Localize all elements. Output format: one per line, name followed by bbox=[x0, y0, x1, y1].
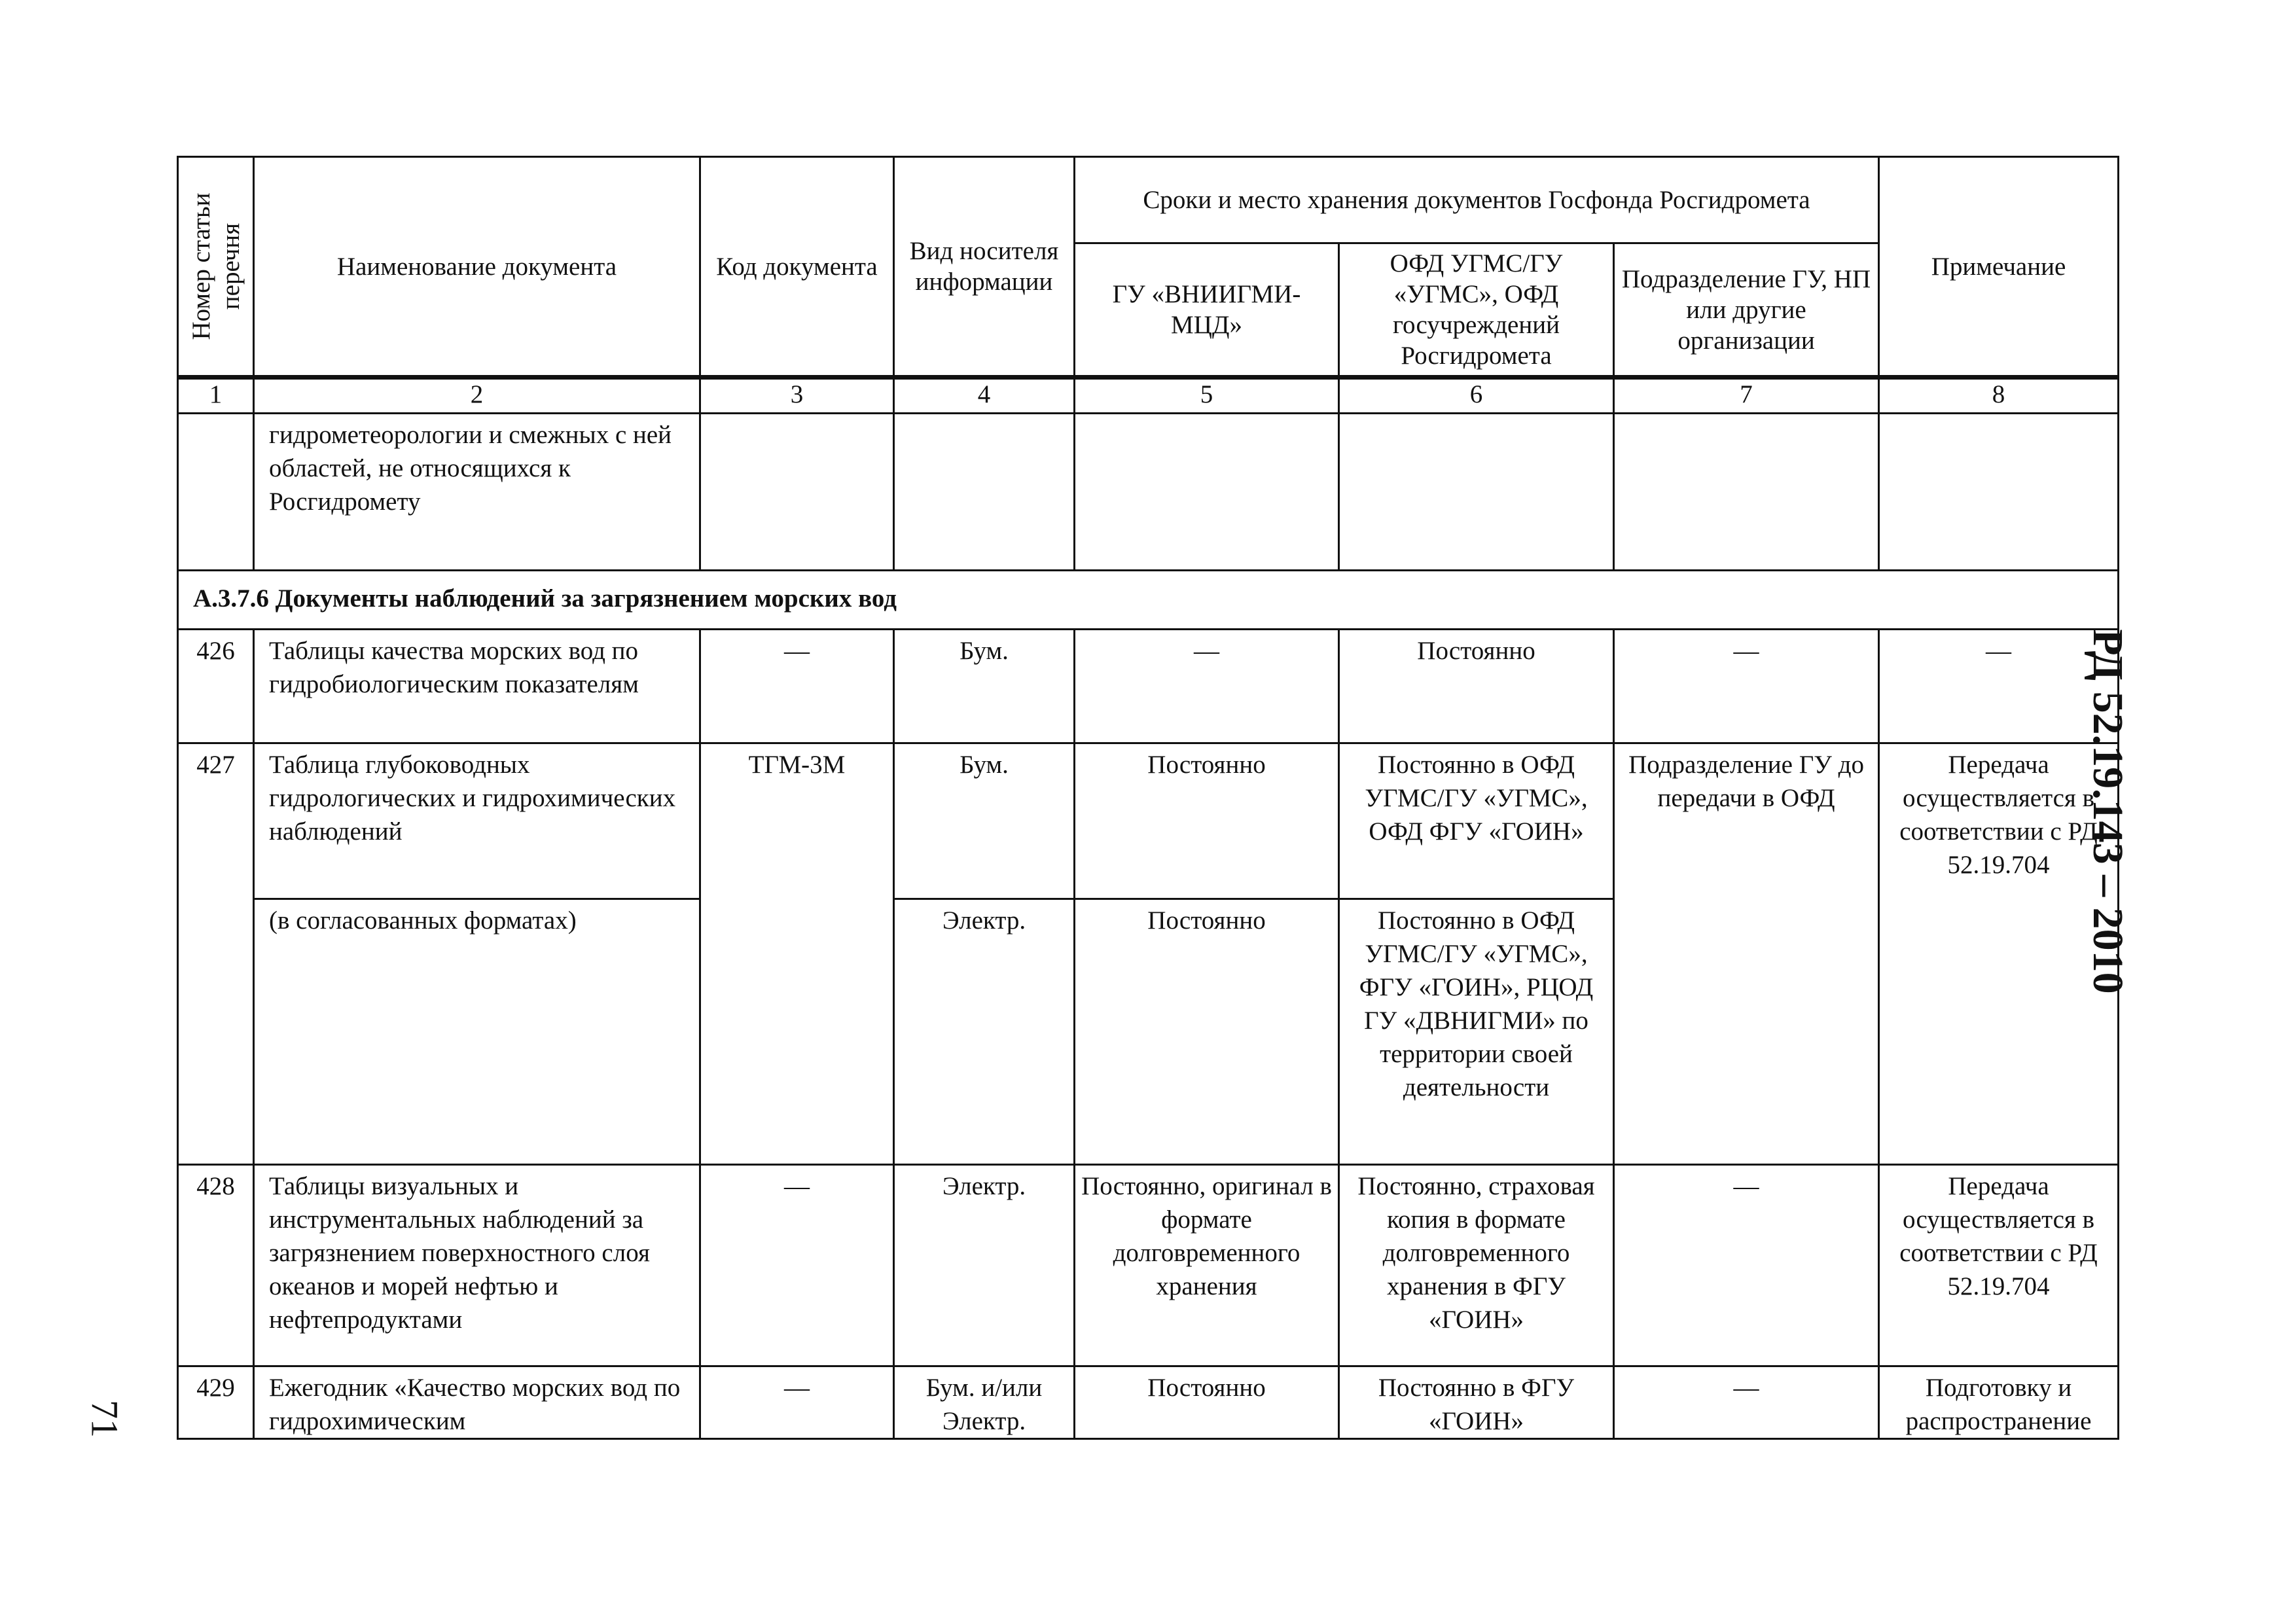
row-gu: Постоянно bbox=[1075, 899, 1339, 1165]
row-note: Подготовку и распространение bbox=[1879, 1366, 2119, 1439]
row-medium: Электр. bbox=[894, 899, 1075, 1165]
page-number: 71 bbox=[83, 1400, 126, 1438]
row-document-name: Таблица глубоководных гидрологических и гидрохимических наблюдений bbox=[254, 743, 700, 899]
row-ofd: Постоянно в ОФД УГМС/ГУ «УГМС», ОФД ФГУ «ГОИН» bbox=[1339, 743, 1614, 899]
table-row bbox=[178, 1165, 2119, 1366]
column-number: 2 bbox=[254, 378, 700, 414]
continuation-text: гидрометеорологии и смежных с ней областей, не относящихся к Росгидромету bbox=[254, 414, 700, 571]
header-article-number-text: Номер статьи перечня bbox=[187, 192, 245, 340]
row-ofd: Постоянно, страховая копия в формате долговременного хранения в ФГУ «ГОИН» bbox=[1339, 1165, 1614, 1366]
header-gu-vniigmi: ГУ «ВНИИГМИ-МЦД» bbox=[1075, 243, 1339, 378]
row-code: ТГМ-3М bbox=[700, 743, 894, 1165]
header-ofd-ugms: ОФД УГМС/ГУ «УГМС», ОФД госучреждений Росгидромета bbox=[1339, 243, 1614, 378]
row-gu: Постоянно bbox=[1075, 1366, 1339, 1439]
row-code: — bbox=[700, 1165, 894, 1366]
table-row bbox=[178, 743, 2119, 899]
row-document-name: (в согласованных форматах) bbox=[254, 899, 700, 1165]
row-medium: Бум. bbox=[894, 630, 1075, 743]
header-article-number bbox=[178, 157, 254, 378]
row-medium: Бум. bbox=[894, 743, 1075, 899]
row-number: 428 bbox=[178, 1165, 254, 1366]
row-ofd: Постоянно bbox=[1339, 630, 1614, 743]
column-number: 6 bbox=[1339, 378, 1614, 414]
column-number: 4 bbox=[894, 378, 1075, 414]
column-numbers-row bbox=[178, 378, 2119, 414]
row-note: — bbox=[1879, 630, 2119, 743]
archive-table bbox=[177, 156, 2119, 1440]
row-ofd: Постоянно в ОФД УГМС/ГУ «УГМС», ФГУ «ГОИН», РЦОД ГУ «ДВНИГМИ» по территории своей деятельности bbox=[1339, 899, 1614, 1165]
header-medium: Вид носителя информации bbox=[894, 157, 1075, 378]
row-gu: — bbox=[1075, 630, 1339, 743]
column-number: 8 bbox=[1879, 378, 2119, 414]
row-note: Передача осуществляется в соответствии с РД 52.19.704 bbox=[1879, 1165, 2119, 1366]
header-storage-group: Сроки и место хранения документов Госфонда Росгидромета bbox=[1075, 157, 1879, 243]
column-number: 1 bbox=[178, 378, 254, 414]
row-document-name: Таблицы визуальных и инструментальных наблюдений за загрязнением поверхностного слоя океанов и морей нефтью и нефтепродуктами bbox=[254, 1165, 700, 1366]
header-note: Примечание bbox=[1879, 157, 2119, 378]
row-medium: Электр. bbox=[894, 1165, 1075, 1366]
row-ofd: Постоянно в ФГУ «ГОИН» bbox=[1339, 1366, 1614, 1439]
row-medium: Бум. и/или Электр. bbox=[894, 1366, 1075, 1439]
row-subdivision: — bbox=[1614, 630, 1879, 743]
section-row bbox=[178, 571, 2119, 630]
table-row bbox=[178, 630, 2119, 743]
continuation-row bbox=[178, 414, 2119, 571]
header-subdivision: Подразделение ГУ, НП или другие организации bbox=[1614, 243, 1879, 378]
column-number: 5 bbox=[1075, 378, 1339, 414]
row-number: 426 bbox=[178, 630, 254, 743]
header-document-code: Код документа bbox=[700, 157, 894, 378]
row-document-name: Таблицы качества морских вод по гидробиологическим показателям bbox=[254, 630, 700, 743]
row-code: — bbox=[700, 630, 894, 743]
header-document-name: Наименование документа bbox=[254, 157, 700, 378]
row-number: 429 bbox=[178, 1366, 254, 1439]
column-number: 7 bbox=[1614, 378, 1879, 414]
section-title: А.3.7.6 Документы наблюдений за загрязнением морских вод bbox=[178, 571, 2119, 630]
row-number: 427 bbox=[178, 743, 254, 1165]
table-row bbox=[178, 1366, 2119, 1439]
row-gu: Постоянно bbox=[1075, 743, 1339, 899]
row-subdivision: — bbox=[1614, 1366, 1879, 1439]
row-note: Передача осуществляется в соответствии с РД 52.19.704 bbox=[1879, 743, 2119, 1165]
document-code: РД 52.19.143 – 2010 bbox=[2084, 629, 2132, 994]
row-subdivision: — bbox=[1614, 1165, 1879, 1366]
row-gu: Постоянно, оригинал в формате долговременного хранения bbox=[1075, 1165, 1339, 1366]
row-document-name: Ежегодник «Качество морских вод по гидрохимическим bbox=[254, 1366, 700, 1439]
row-subdivision: Подразделение ГУ до передачи в ОФД bbox=[1614, 743, 1879, 1165]
row-code: — bbox=[700, 1366, 894, 1439]
column-number: 3 bbox=[700, 378, 894, 414]
